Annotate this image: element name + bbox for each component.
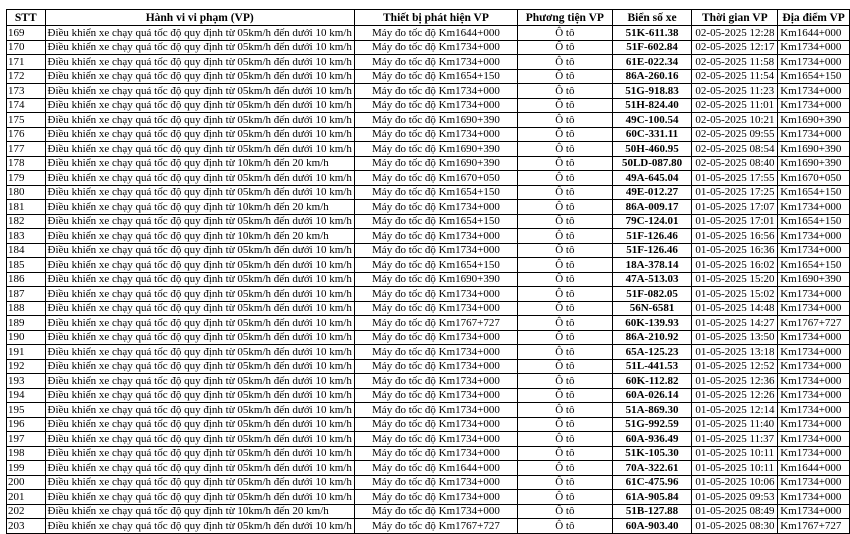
- table-row: [7, 40, 850, 55]
- cell-time: 01-05-2025 14:27: [692, 316, 778, 331]
- cell-plate: 60A-936.49: [612, 432, 692, 447]
- violations-table-container: [6, 9, 850, 534]
- cell-stt: 180: [7, 185, 46, 200]
- cell-violation: Điều khiển xe chạy quá tốc độ quy định từ 05km/h đến dưới 10 km/h: [45, 185, 354, 200]
- cell-device: Máy đo tốc độ Km1690+390: [354, 113, 517, 128]
- cell-plate: 60A-026.14: [612, 388, 692, 403]
- cell-time: 02-05-2025 08:40: [692, 156, 778, 171]
- cell-device: Máy đo tốc độ Km1734+000: [354, 229, 517, 244]
- cell-location: Km1734+000: [778, 229, 850, 244]
- cell-plate: 18A-378.14: [612, 258, 692, 273]
- cell-device: Máy đo tốc độ Km1734+000: [354, 417, 517, 432]
- cell-plate: 56N-6581: [612, 301, 692, 316]
- cell-plate: 61E-022.34: [612, 55, 692, 70]
- table-row: [7, 330, 850, 345]
- cell-violation: Điều khiển xe chạy quá tốc độ quy định từ 05km/h đến dưới 10 km/h: [45, 127, 354, 142]
- cell-device: Máy đo tốc độ Km1734+000: [354, 490, 517, 505]
- cell-violation: Điều khiển xe chạy quá tốc độ quy định từ 05km/h đến dưới 10 km/h: [45, 69, 354, 84]
- cell-violation: Điều khiển xe chạy quá tốc độ quy định từ 05km/h đến dưới 10 km/h: [45, 272, 354, 287]
- cell-stt: 178: [7, 156, 46, 171]
- cell-device: Máy đo tốc độ Km1734+000: [354, 475, 517, 490]
- cell-stt: 186: [7, 272, 46, 287]
- cell-time: 01-05-2025 11:37: [692, 432, 778, 447]
- cell-violation: Điều khiển xe chạy quá tốc độ quy định từ 05km/h đến dưới 10 km/h: [45, 403, 354, 418]
- cell-location: Km1690+390: [778, 113, 850, 128]
- cell-plate: 51F-126.46: [612, 243, 692, 258]
- cell-plate: 49C-100.54: [612, 113, 692, 128]
- cell-violation: Điều khiển xe chạy quá tốc độ quy định từ 05km/h đến dưới 10 km/h: [45, 345, 354, 360]
- cell-stt: 201: [7, 490, 46, 505]
- cell-plate: 51B-127.88: [612, 504, 692, 519]
- table-row: [7, 84, 850, 99]
- cell-plate: 51G-918.83: [612, 84, 692, 99]
- cell-vehicle: Ô tô: [518, 156, 613, 171]
- cell-plate: 61A-905.84: [612, 490, 692, 505]
- cell-violation: Điều khiển xe chạy quá tốc độ quy định từ 10km/h đến 20 km/h: [45, 156, 354, 171]
- cell-stt: 172: [7, 69, 46, 84]
- cell-location: Km1734+000: [778, 98, 850, 113]
- cell-plate: 61C-475.96: [612, 475, 692, 490]
- cell-violation: Điều khiển xe chạy quá tốc độ quy định từ 05km/h đến dưới 10 km/h: [45, 374, 354, 389]
- cell-location: Km1734+000: [778, 504, 850, 519]
- table-row: [7, 301, 850, 316]
- cell-plate: 79C-124.01: [612, 214, 692, 229]
- cell-time: 01-05-2025 12:26: [692, 388, 778, 403]
- cell-vehicle: Ô tô: [518, 98, 613, 113]
- cell-vehicle: Ô tô: [518, 345, 613, 360]
- header-device: Thiết bị phát hiện VP: [354, 10, 517, 26]
- cell-stt: 195: [7, 403, 46, 418]
- cell-time: 01-05-2025 13:50: [692, 330, 778, 345]
- cell-location: Km1654+150: [778, 185, 850, 200]
- cell-stt: 194: [7, 388, 46, 403]
- table-row: [7, 55, 850, 70]
- cell-device: Máy đo tốc độ Km1644+000: [354, 26, 517, 41]
- cell-device: Máy đo tốc độ Km1767+727: [354, 316, 517, 331]
- cell-violation: Điều khiển xe chạy quá tốc độ quy định từ 05km/h đến dưới 10 km/h: [45, 55, 354, 70]
- cell-violation: Điều khiển xe chạy quá tốc độ quy định từ 10km/h đến 20 km/h: [45, 504, 354, 519]
- header-location: Địa điểm VP: [778, 10, 850, 26]
- cell-location: Km1670+050: [778, 171, 850, 186]
- cell-device: Máy đo tốc độ Km1734+000: [354, 403, 517, 418]
- table-row: [7, 229, 850, 244]
- cell-time: 01-05-2025 12:14: [692, 403, 778, 418]
- cell-plate: 47A-513.03: [612, 272, 692, 287]
- cell-plate: 60K-112.82: [612, 374, 692, 389]
- cell-time: 01-05-2025 16:02: [692, 258, 778, 273]
- cell-vehicle: Ô tô: [518, 40, 613, 55]
- cell-location: Km1734+000: [778, 345, 850, 360]
- table-row: [7, 287, 850, 302]
- table-row: [7, 156, 850, 171]
- table-row: [7, 432, 850, 447]
- cell-device: Máy đo tốc độ Km1670+050: [354, 171, 517, 186]
- cell-location: Km1654+150: [778, 214, 850, 229]
- cell-time: 01-05-2025 08:30: [692, 519, 778, 534]
- cell-vehicle: Ô tô: [518, 446, 613, 461]
- cell-time: 02-05-2025 11:23: [692, 84, 778, 99]
- cell-location: Km1767+727: [778, 519, 850, 534]
- cell-time: 02-05-2025 11:54: [692, 69, 778, 84]
- cell-time: 01-05-2025 14:48: [692, 301, 778, 316]
- cell-violation: Điều khiển xe chạy quá tốc độ quy định từ 05km/h đến dưới 10 km/h: [45, 446, 354, 461]
- cell-plate: 51A-869.30: [612, 403, 692, 418]
- header-plate: Biển số xe: [612, 10, 692, 26]
- cell-stt: 179: [7, 171, 46, 186]
- cell-device: Máy đo tốc độ Km1734+000: [354, 446, 517, 461]
- cell-location: Km1767+727: [778, 316, 850, 331]
- cell-vehicle: Ô tô: [518, 301, 613, 316]
- cell-device: Máy đo tốc độ Km1734+000: [354, 330, 517, 345]
- cell-location: Km1734+000: [778, 388, 850, 403]
- cell-violation: Điều khiển xe chạy quá tốc độ quy định từ 05km/h đến dưới 10 km/h: [45, 432, 354, 447]
- cell-location: Km1734+000: [778, 127, 850, 142]
- cell-device: Máy đo tốc độ Km1734+000: [354, 432, 517, 447]
- cell-time: 02-05-2025 10:21: [692, 113, 778, 128]
- cell-location: Km1734+000: [778, 359, 850, 374]
- cell-vehicle: Ô tô: [518, 214, 613, 229]
- cell-location: Km1644+000: [778, 461, 850, 476]
- table-row: [7, 316, 850, 331]
- table-row: [7, 200, 850, 215]
- cell-location: Km1734+000: [778, 330, 850, 345]
- cell-device: Máy đo tốc độ Km1734+000: [354, 388, 517, 403]
- cell-time: 01-05-2025 12:52: [692, 359, 778, 374]
- cell-vehicle: Ô tô: [518, 461, 613, 476]
- cell-plate: 86A-009.17: [612, 200, 692, 215]
- cell-vehicle: Ô tô: [518, 374, 613, 389]
- cell-device: Máy đo tốc độ Km1654+150: [354, 258, 517, 273]
- table-row: [7, 504, 850, 519]
- cell-location: Km1734+000: [778, 446, 850, 461]
- cell-time: 01-05-2025 17:01: [692, 214, 778, 229]
- cell-plate: 86A-260.16: [612, 69, 692, 84]
- cell-vehicle: Ô tô: [518, 432, 613, 447]
- header-violation: Hành vi vi phạm (VP): [45, 10, 354, 26]
- cell-plate: 51G-992.59: [612, 417, 692, 432]
- cell-location: Km1734+000: [778, 403, 850, 418]
- cell-device: Máy đo tốc độ Km1654+150: [354, 214, 517, 229]
- table-row: [7, 388, 850, 403]
- cell-location: Km1734+000: [778, 55, 850, 70]
- cell-stt: 174: [7, 98, 46, 113]
- cell-time: 02-05-2025 08:54: [692, 142, 778, 157]
- cell-location: Km1654+150: [778, 69, 850, 84]
- table-row: [7, 446, 850, 461]
- table-row: [7, 417, 850, 432]
- cell-location: Km1690+390: [778, 272, 850, 287]
- cell-time: 02-05-2025 11:01: [692, 98, 778, 113]
- cell-device: Máy đo tốc độ Km1690+390: [354, 156, 517, 171]
- cell-vehicle: Ô tô: [518, 519, 613, 534]
- cell-vehicle: Ô tô: [518, 84, 613, 99]
- cell-time: 01-05-2025 12:36: [692, 374, 778, 389]
- cell-violation: Điều khiển xe chạy quá tốc độ quy định từ 05km/h đến dưới 10 km/h: [45, 475, 354, 490]
- cell-time: 02-05-2025 11:58: [692, 55, 778, 70]
- cell-vehicle: Ô tô: [518, 185, 613, 200]
- cell-device: Máy đo tốc độ Km1734+000: [354, 287, 517, 302]
- cell-stt: 192: [7, 359, 46, 374]
- cell-vehicle: Ô tô: [518, 127, 613, 142]
- cell-device: Máy đo tốc độ Km1734+000: [354, 200, 517, 215]
- cell-vehicle: Ô tô: [518, 171, 613, 186]
- table-row: [7, 359, 850, 374]
- cell-stt: 181: [7, 200, 46, 215]
- cell-violation: Điều khiển xe chạy quá tốc độ quy định từ 10km/h đến 20 km/h: [45, 200, 354, 215]
- cell-location: Km1734+000: [778, 417, 850, 432]
- cell-location: Km1690+390: [778, 142, 850, 157]
- cell-device: Máy đo tốc độ Km1690+390: [354, 272, 517, 287]
- cell-time: 01-05-2025 17:25: [692, 185, 778, 200]
- header-vehicle: Phương tiện VP: [518, 10, 613, 26]
- cell-vehicle: Ô tô: [518, 316, 613, 331]
- cell-violation: Điều khiển xe chạy quá tốc độ quy định từ 05km/h đến dưới 10 km/h: [45, 243, 354, 258]
- cell-device: Máy đo tốc độ Km1734+000: [354, 40, 517, 55]
- cell-stt: 185: [7, 258, 46, 273]
- cell-device: Máy đo tốc độ Km1734+000: [354, 84, 517, 99]
- cell-device: Máy đo tốc độ Km1654+150: [354, 185, 517, 200]
- cell-time: 01-05-2025 11:40: [692, 417, 778, 432]
- cell-plate: 51K-105.30: [612, 446, 692, 461]
- cell-vehicle: Ô tô: [518, 359, 613, 374]
- cell-location: Km1734+000: [778, 490, 850, 505]
- cell-stt: 171: [7, 55, 46, 70]
- cell-location: Km1734+000: [778, 301, 850, 316]
- cell-device: Máy đo tốc độ Km1734+000: [354, 345, 517, 360]
- cell-time: 02-05-2025 12:17: [692, 40, 778, 55]
- table-row: [7, 113, 850, 128]
- cell-violation: Điều khiển xe chạy quá tốc độ quy định từ 10km/h đến 20 km/h: [45, 229, 354, 244]
- cell-vehicle: Ô tô: [518, 229, 613, 244]
- table-row: [7, 374, 850, 389]
- cell-stt: 188: [7, 301, 46, 316]
- cell-location: Km1734+000: [778, 374, 850, 389]
- cell-device: Máy đo tốc độ Km1734+000: [354, 359, 517, 374]
- table-row: [7, 185, 850, 200]
- cell-device: Máy đo tốc độ Km1734+000: [354, 301, 517, 316]
- cell-plate: 50LD-087.80: [612, 156, 692, 171]
- cell-violation: Điều khiển xe chạy quá tốc độ quy định từ 05km/h đến dưới 10 km/h: [45, 301, 354, 316]
- table-row: [7, 272, 850, 287]
- cell-time: 01-05-2025 10:11: [692, 446, 778, 461]
- cell-vehicle: Ô tô: [518, 287, 613, 302]
- table-row: [7, 69, 850, 84]
- cell-plate: 51K-611.38: [612, 26, 692, 41]
- cell-stt: 187: [7, 287, 46, 302]
- cell-vehicle: Ô tô: [518, 272, 613, 287]
- cell-plate: 70A-322.61: [612, 461, 692, 476]
- cell-location: Km1734+000: [778, 475, 850, 490]
- cell-violation: Điều khiển xe chạy quá tốc độ quy định từ 05km/h đến dưới 10 km/h: [45, 388, 354, 403]
- table-row: [7, 490, 850, 505]
- table-row: [7, 403, 850, 418]
- cell-location: Km1734+000: [778, 84, 850, 99]
- cell-device: Máy đo tốc độ Km1734+000: [354, 98, 517, 113]
- table-header-row: [7, 10, 850, 26]
- cell-stt: 182: [7, 214, 46, 229]
- cell-violation: Điều khiển xe chạy quá tốc độ quy định từ 05km/h đến dưới 10 km/h: [45, 359, 354, 374]
- cell-stt: 176: [7, 127, 46, 142]
- cell-time: 01-05-2025 09:53: [692, 490, 778, 505]
- table-body: [7, 26, 850, 534]
- cell-stt: 198: [7, 446, 46, 461]
- cell-vehicle: Ô tô: [518, 475, 613, 490]
- cell-violation: Điều khiển xe chạy quá tốc độ quy định từ 05km/h đến dưới 10 km/h: [45, 40, 354, 55]
- cell-time: 01-05-2025 16:36: [692, 243, 778, 258]
- cell-violation: Điều khiển xe chạy quá tốc độ quy định từ 05km/h đến dưới 10 km/h: [45, 171, 354, 186]
- cell-violation: Điều khiển xe chạy quá tốc độ quy định từ 05km/h đến dưới 10 km/h: [45, 519, 354, 534]
- cell-violation: Điều khiển xe chạy quá tốc độ quy định từ 05km/h đến dưới 10 km/h: [45, 490, 354, 505]
- cell-time: 01-05-2025 15:20: [692, 272, 778, 287]
- cell-location: Km1734+000: [778, 243, 850, 258]
- table-row: [7, 171, 850, 186]
- cell-plate: 50H-460.95: [612, 142, 692, 157]
- cell-vehicle: Ô tô: [518, 55, 613, 70]
- cell-vehicle: Ô tô: [518, 26, 613, 41]
- cell-vehicle: Ô tô: [518, 417, 613, 432]
- cell-vehicle: Ô tô: [518, 330, 613, 345]
- cell-location: Km1690+390: [778, 156, 850, 171]
- cell-device: Máy đo tốc độ Km1734+000: [354, 243, 517, 258]
- cell-time: 01-05-2025 17:07: [692, 200, 778, 215]
- cell-vehicle: Ô tô: [518, 69, 613, 84]
- cell-device: Máy đo tốc độ Km1654+150: [354, 69, 517, 84]
- cell-device: Máy đo tốc độ Km1644+000: [354, 461, 517, 476]
- cell-stt: 177: [7, 142, 46, 157]
- cell-time: 02-05-2025 09:55: [692, 127, 778, 142]
- cell-time: 01-05-2025 10:06: [692, 475, 778, 490]
- cell-location: Km1734+000: [778, 287, 850, 302]
- table-row: [7, 345, 850, 360]
- cell-location: Km1644+000: [778, 26, 850, 41]
- cell-stt: 203: [7, 519, 46, 534]
- cell-time: 01-05-2025 16:56: [692, 229, 778, 244]
- cell-stt: 169: [7, 26, 46, 41]
- cell-plate: 49E-012.27: [612, 185, 692, 200]
- cell-stt: 184: [7, 243, 46, 258]
- cell-vehicle: Ô tô: [518, 388, 613, 403]
- table-row: [7, 98, 850, 113]
- table-row: [7, 461, 850, 476]
- cell-time: 01-05-2025 13:18: [692, 345, 778, 360]
- cell-device: Máy đo tốc độ Km1690+390: [354, 142, 517, 157]
- cell-vehicle: Ô tô: [518, 200, 613, 215]
- header-time: Thời gian VP: [692, 10, 778, 26]
- cell-plate: 51H-824.40: [612, 98, 692, 113]
- cell-device: Máy đo tốc độ Km1734+000: [354, 127, 517, 142]
- cell-location: Km1734+000: [778, 40, 850, 55]
- cell-stt: 202: [7, 504, 46, 519]
- cell-location: Km1654+150: [778, 258, 850, 273]
- cell-violation: Điều khiển xe chạy quá tốc độ quy định từ 05km/h đến dưới 10 km/h: [45, 316, 354, 331]
- cell-vehicle: Ô tô: [518, 113, 613, 128]
- cell-violation: Điều khiển xe chạy quá tốc độ quy định từ 05km/h đến dưới 10 km/h: [45, 417, 354, 432]
- cell-vehicle: Ô tô: [518, 504, 613, 519]
- cell-violation: Điều khiển xe chạy quá tốc độ quy định từ 05km/h đến dưới 10 km/h: [45, 142, 354, 157]
- cell-vehicle: Ô tô: [518, 243, 613, 258]
- cell-plate: 65A-125.23: [612, 345, 692, 360]
- cell-stt: 199: [7, 461, 46, 476]
- cell-plate: 51F-602.84: [612, 40, 692, 55]
- cell-plate: 60A-903.40: [612, 519, 692, 534]
- cell-violation: Điều khiển xe chạy quá tốc độ quy định từ 05km/h đến dưới 10 km/h: [45, 26, 354, 41]
- cell-vehicle: Ô tô: [518, 258, 613, 273]
- cell-stt: 191: [7, 345, 46, 360]
- cell-time: 01-05-2025 15:02: [692, 287, 778, 302]
- header-stt: STT: [7, 10, 46, 26]
- table-row: [7, 214, 850, 229]
- cell-violation: Điều khiển xe chạy quá tốc độ quy định từ 05km/h đến dưới 10 km/h: [45, 84, 354, 99]
- cell-plate: 51L-441.53: [612, 359, 692, 374]
- cell-time: 02-05-2025 12:28: [692, 26, 778, 41]
- cell-device: Máy đo tốc độ Km1734+000: [354, 55, 517, 70]
- cell-device: Máy đo tốc độ Km1767+727: [354, 519, 517, 534]
- cell-stt: 193: [7, 374, 46, 389]
- cell-violation: Điều khiển xe chạy quá tốc độ quy định từ 05km/h đến dưới 10 km/h: [45, 258, 354, 273]
- table-row: [7, 127, 850, 142]
- cell-plate: 51F-126.46: [612, 229, 692, 244]
- cell-time: 01-05-2025 10:11: [692, 461, 778, 476]
- cell-violation: Điều khiển xe chạy quá tốc độ quy định từ 05km/h đến dưới 10 km/h: [45, 214, 354, 229]
- cell-device: Máy đo tốc độ Km1734+000: [354, 374, 517, 389]
- cell-violation: Điều khiển xe chạy quá tốc độ quy định từ 05km/h đến dưới 10 km/h: [45, 98, 354, 113]
- cell-plate: 60K-139.93: [612, 316, 692, 331]
- cell-time: 01-05-2025 08:49: [692, 504, 778, 519]
- cell-location: Km1734+000: [778, 432, 850, 447]
- cell-plate: 86A-210.92: [612, 330, 692, 345]
- cell-stt: 189: [7, 316, 46, 331]
- cell-vehicle: Ô tô: [518, 403, 613, 418]
- cell-plate: 49A-645.04: [612, 171, 692, 186]
- cell-stt: 183: [7, 229, 46, 244]
- cell-violation: Điều khiển xe chạy quá tốc độ quy định từ 05km/h đến dưới 10 km/h: [45, 287, 354, 302]
- cell-time: 01-05-2025 17:55: [692, 171, 778, 186]
- cell-plate: 51F-082.05: [612, 287, 692, 302]
- table-row: [7, 475, 850, 490]
- violations-table: [6, 9, 850, 534]
- cell-violation: Điều khiển xe chạy quá tốc độ quy định từ 05km/h đến dưới 10 km/h: [45, 461, 354, 476]
- cell-stt: 170: [7, 40, 46, 55]
- cell-violation: Điều khiển xe chạy quá tốc độ quy định từ 05km/h đến dưới 10 km/h: [45, 330, 354, 345]
- cell-vehicle: Ô tô: [518, 490, 613, 505]
- cell-violation: Điều khiển xe chạy quá tốc độ quy định từ 05km/h đến dưới 10 km/h: [45, 113, 354, 128]
- cell-location: Km1734+000: [778, 200, 850, 215]
- table-row: [7, 258, 850, 273]
- cell-stt: 196: [7, 417, 46, 432]
- cell-vehicle: Ô tô: [518, 142, 613, 157]
- cell-stt: 173: [7, 84, 46, 99]
- cell-device: Máy đo tốc độ Km1734+000: [354, 504, 517, 519]
- table-row: [7, 243, 850, 258]
- cell-stt: 200: [7, 475, 46, 490]
- cell-stt: 197: [7, 432, 46, 447]
- table-row: [7, 142, 850, 157]
- cell-stt: 190: [7, 330, 46, 345]
- cell-stt: 175: [7, 113, 46, 128]
- cell-plate: 60C-331.11: [612, 127, 692, 142]
- table-row: [7, 26, 850, 41]
